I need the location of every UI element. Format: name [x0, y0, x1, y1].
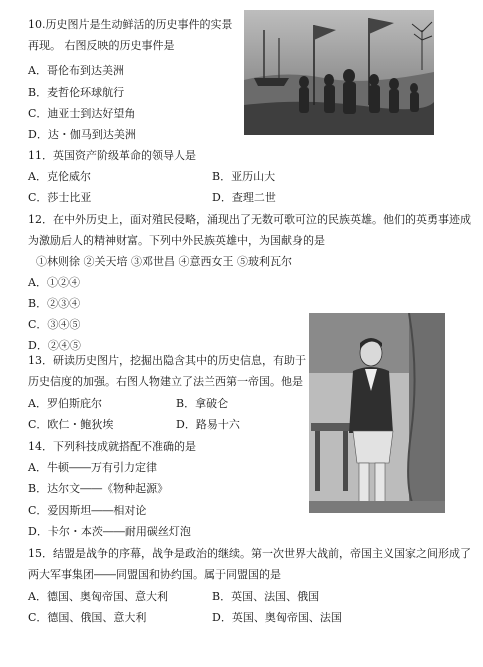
- q13-option-a: A．罗伯斯庇尔: [28, 397, 102, 410]
- landing-scene-image: [244, 10, 434, 135]
- q13-option-d: D．路易十六: [176, 418, 240, 431]
- q11-option-a: A．克伦威尔: [28, 170, 91, 183]
- q10-option-a: A．哥伦布到达美洲: [28, 64, 124, 77]
- q13-stem-line2: 历史信度的加强。右图人物建立了法兰西第一帝国。他是: [28, 375, 303, 388]
- portrait-image: [309, 313, 445, 513]
- q12-stem-line1: 12．在中外历史上，面对殖民侵略，涌现出了无数可歌可泣的民族英雄。他们的英勇事迹成: [28, 213, 471, 226]
- q11-option-b: B．亚历山大: [212, 170, 276, 183]
- q15-stem-line2: 两大军事集团――同盟国和协约国。属于同盟国的是: [28, 568, 281, 581]
- q14-option-b: B．达尔文――《物种起源》: [28, 482, 169, 495]
- q15-option-d: D．英国、奥匈帝国、法国: [212, 611, 342, 624]
- q10-stem-line2: 再现。 右图反映的历史事件是: [28, 39, 175, 52]
- q11-stem: 11．英国资产阶级革命的领导人是: [28, 149, 196, 162]
- q15-option-c: C．德国、俄国、意大利: [28, 611, 147, 624]
- q10-stem-line1: 10.历史图片是生动鲜活的历史事件的实景: [28, 18, 233, 31]
- q10-option-c: C．迪亚士到达好望角: [28, 107, 136, 120]
- q14-option-c: C．爱因斯坦――相对论: [28, 504, 147, 517]
- q10-option-d: D．达・伽马到达美洲: [28, 128, 136, 141]
- q12-stem-line2: 为激励后人的精神财富。下列中外民族英雄中，为国献身的是: [28, 234, 325, 247]
- q15-option-b: B．英国、法国、俄国: [212, 590, 320, 603]
- q12-option-a: A．①②④: [28, 276, 80, 289]
- q13-option-c: C．欧仁・鲍狄埃: [28, 418, 114, 431]
- q12-option-b: B．②③④: [28, 297, 81, 310]
- q15-stem-line1: 15．结盟是战争的序幕，战争是政治的继续。第一次世界大战前，帝国主义国家之间形成了: [28, 547, 471, 560]
- q10-option-b: B．麦哲伦环球航行: [28, 86, 125, 99]
- q14-stem: 14．下列科技成就搭配不准确的是: [28, 440, 196, 453]
- q15-option-a: A．德国、奥匈帝国、意大利: [28, 590, 168, 603]
- q14-option-a: A．牛顿――万有引力定律: [28, 461, 157, 474]
- q12-items: ①林则徐 ②关天培 ③邓世昌 ④意西女王 ⑤玻利瓦尔: [36, 255, 292, 268]
- q13-stem-line1: 13．研读历史图片，挖掘出隐含其中的历史信息，有助于: [28, 354, 306, 367]
- q12-option-c: C．③④⑤: [28, 318, 81, 331]
- q13-option-b: B．拿破仑: [176, 397, 229, 410]
- q11-option-d: D．查理二世: [212, 191, 276, 204]
- q14-option-d: D．卡尔・本茨――耐用碳丝灯泡: [28, 525, 191, 538]
- q12-option-d: D．②④⑤: [28, 339, 81, 352]
- q11-option-c: C．莎士比亚: [28, 191, 92, 204]
